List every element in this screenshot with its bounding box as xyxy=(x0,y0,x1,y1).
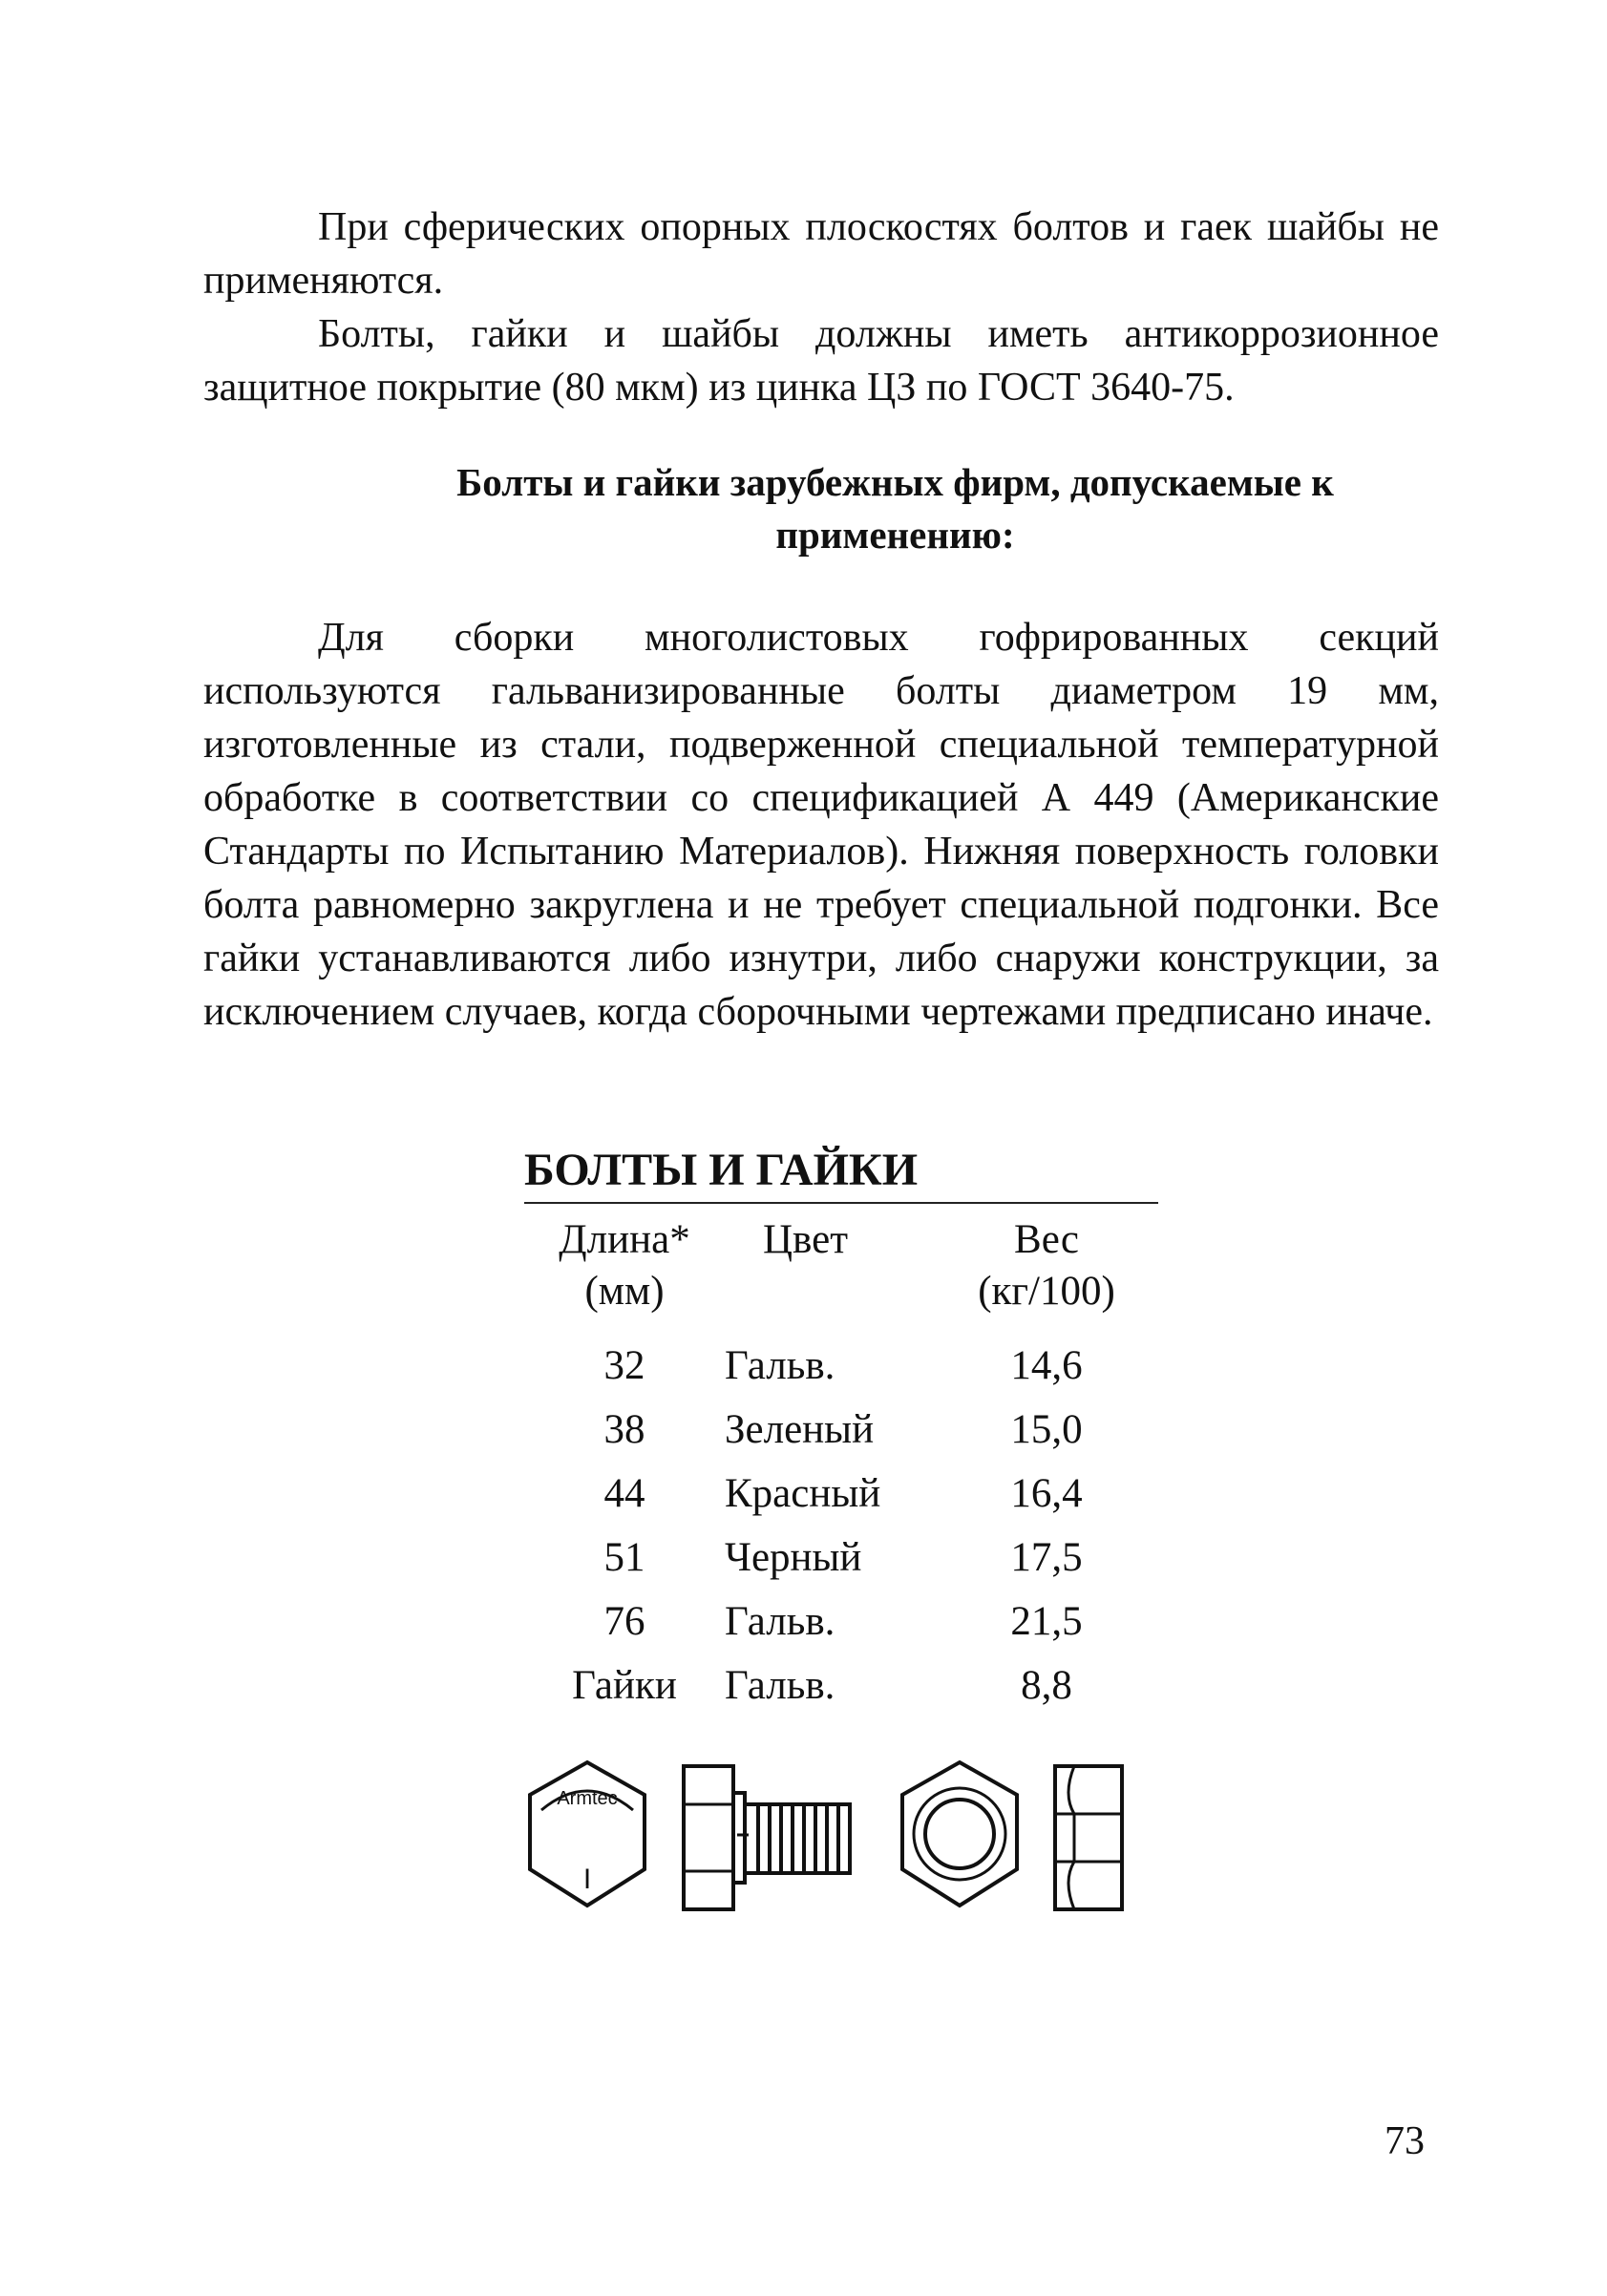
header-color-label: Цвет xyxy=(763,1217,848,1262)
cell-color: Черный xyxy=(725,1535,862,1580)
nut-top-view-icon xyxy=(893,1755,1026,1922)
section-heading xyxy=(203,456,1439,561)
page-number: 73 xyxy=(1385,2119,1425,2163)
cell-color: Гальв. xyxy=(725,1343,835,1388)
cell-color: Гальв. xyxy=(725,1663,835,1708)
header-length xyxy=(524,1214,725,1317)
table-row xyxy=(524,1532,1158,1596)
section-heading-line-2: применению: xyxy=(775,513,1015,557)
bolt-head-grade: I xyxy=(582,1864,592,1895)
cell-color: Красный xyxy=(725,1471,881,1516)
intro-paragraph-coating: Болты, гайки и шайбы должны иметь антикоррозионное защитное покрытие (80 мкм) из цинка ЦЗ по ГОСТ 3640-75. xyxy=(203,312,1439,410)
cell-weight: 14,6 xyxy=(1010,1343,1083,1388)
header-color xyxy=(725,1214,935,1266)
cell-weight: 15,0 xyxy=(1010,1407,1083,1452)
body-section xyxy=(203,611,1439,1039)
header-weight-label: Вес xyxy=(1014,1217,1079,1262)
cell-color: Гальв. xyxy=(725,1599,835,1644)
intro-section xyxy=(203,200,1439,414)
header-length-unit: (мм) xyxy=(584,1269,665,1314)
cell-weight: 8,8 xyxy=(1021,1663,1072,1708)
cell-weight: 16,4 xyxy=(1010,1471,1083,1516)
bolts-table xyxy=(524,1214,1158,1724)
table-row xyxy=(524,1404,1158,1468)
cell-length: 44 xyxy=(603,1471,645,1516)
cell-length: 38 xyxy=(603,1407,645,1452)
table-title: БОЛТЫ И ГАЙКИ xyxy=(524,1145,919,1195)
table-row xyxy=(524,1468,1158,1532)
bolt-side-view-icon xyxy=(678,1755,869,1922)
header-weight xyxy=(935,1214,1158,1317)
cell-weight: 21,5 xyxy=(1010,1599,1083,1644)
intro-paragraph-washers: При сферических опорных плоскостях болтов и гаек шайбы не применяются. xyxy=(203,205,1439,303)
cell-length: 76 xyxy=(603,1599,645,1644)
nut-side-view-icon xyxy=(1046,1755,1131,1922)
header-weight-unit: (кг/100) xyxy=(978,1269,1115,1314)
cell-weight: 17,5 xyxy=(1010,1535,1083,1580)
table-row xyxy=(524,1596,1158,1660)
table-row xyxy=(524,1660,1158,1724)
bolt-head-mark: Armtec xyxy=(557,1788,618,1809)
table-row xyxy=(524,1340,1158,1404)
cell-length: Гайки xyxy=(572,1663,677,1708)
section-heading-line-1: Болты и гайки зарубежных фирм, допускаемые к xyxy=(456,460,1334,504)
hardware-drawings xyxy=(516,1755,1146,1927)
cell-length: 51 xyxy=(603,1535,645,1580)
body-paragraph: Для сборки многолистовых гофрированных секций используются гальванизированные болты диаметром 19 мм, изготовленные из стали, подверженной специальной температурной обработке в соответствии со спецификацией А 449 (Американские Стандарты по Испытанию Материалов). Нижняя поверхность головки болта равномерно закруглена и не требует специальной подгонки. Все гайки устанавливаются либо изнутри, либо снаружи конструкции, за исключением случаев, когда сборочными чертежами предписано иначе. xyxy=(203,616,1439,1034)
cell-length: 32 xyxy=(603,1343,645,1388)
table-header-row xyxy=(524,1214,1158,1340)
bolt-head-top-view-icon xyxy=(520,1755,654,1922)
header-length-label: Длина* xyxy=(559,1217,690,1262)
cell-color: Зеленый xyxy=(725,1407,875,1452)
table-title-rule xyxy=(524,1202,1158,1204)
